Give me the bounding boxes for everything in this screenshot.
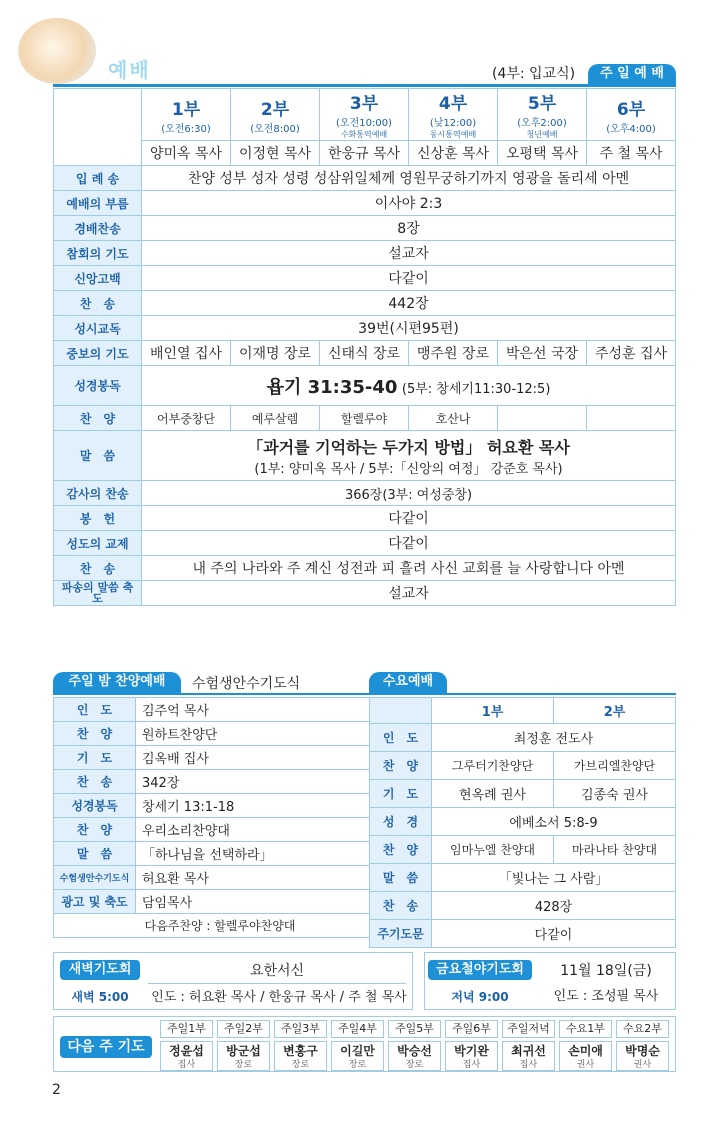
next-week-choir: 다음주찬양 : 할렐루야찬양대 xyxy=(54,914,387,938)
prayer-slot: 수요2부 박명순 권사 xyxy=(616,1020,669,1071)
scripture-reading xyxy=(142,366,676,406)
divider xyxy=(53,693,387,695)
row-label: 파송의 말씀 축 도 xyxy=(54,581,142,606)
row-label: 광고 및 축도 xyxy=(54,890,136,914)
pastor: 주 철 목사 xyxy=(587,141,676,166)
row-label: 신앙고백 xyxy=(54,266,142,291)
row-label: 수험생안수기도식 xyxy=(54,866,136,890)
intercessor: 맹주원 장로 xyxy=(409,341,498,366)
intercessor: 박은선 국장 xyxy=(498,341,587,366)
choir xyxy=(498,406,587,431)
row-value: 설교자 xyxy=(142,241,676,266)
friday-time: 저녁 9:00 xyxy=(451,990,509,1004)
page-number: 2 xyxy=(52,1082,61,1098)
row-value: 내 주의 나라와 주 계신 성전과 피 흘려 사신 교회를 늘 사랑합니다 아멘 xyxy=(142,556,676,581)
next-week-prayer-tab: 다음 주 기도 xyxy=(60,1036,152,1058)
header-subtitle: (4부: 입교식) xyxy=(492,66,576,82)
service-1: 1부 (오전6:30) xyxy=(142,89,231,141)
dawn-book: 요한서신 xyxy=(148,960,406,984)
prayer-slot: 주일2부 방군섭 장로 xyxy=(217,1020,270,1071)
row-label: 기 도 xyxy=(370,780,432,808)
divider xyxy=(369,693,676,695)
intercessor: 배인열 집사 xyxy=(142,341,231,366)
row-value: 342장 xyxy=(136,770,387,794)
friday-leader: 인도 : 조성필 목사 xyxy=(553,989,659,1004)
row-value: 428장 xyxy=(432,892,676,920)
row-label: 찬 양 xyxy=(370,836,432,864)
row-label: 성경봉독 xyxy=(54,366,142,406)
next-week-prayer-list xyxy=(160,1020,669,1071)
row-label: 찬 송 xyxy=(54,770,136,794)
row-value: 다같이 xyxy=(142,531,676,556)
row-label: 말 씀 xyxy=(54,842,136,866)
service-6: 6부 (오후4:00) xyxy=(587,89,676,141)
page-header xyxy=(0,0,715,86)
dawn-prayer-tab: 새벽기도회 xyxy=(60,960,140,980)
pastor: 신상훈 목사 xyxy=(409,141,498,166)
row-label: 찬 양 xyxy=(54,722,136,746)
prayer-slot: 주일6부 박기완 집사 xyxy=(445,1020,498,1071)
pastor: 오평택 목사 xyxy=(498,141,587,166)
scripture-sub: (5부: 창세기11:30-12:5) xyxy=(401,381,551,397)
tab-wednesday-service: 수요예배 xyxy=(369,672,447,693)
row-label: 기 도 xyxy=(54,746,136,770)
row-value: 「빛나는 그 사람」 xyxy=(432,864,676,892)
row-value: 366장(3부: 여성중창) xyxy=(142,481,676,506)
prayer-slot: 수요1부 손미애 권사 xyxy=(559,1020,612,1071)
row-value: 김옥배 집사 xyxy=(136,746,387,770)
row-value: 8장 xyxy=(142,216,676,241)
row-label: 참회의 기도 xyxy=(54,241,142,266)
tab-evening-service: 주일 밤 찬양예배 xyxy=(53,672,181,693)
intercessor: 이재명 장로 xyxy=(231,341,320,366)
prayer-slot: 주일저녁 최귀선 집사 xyxy=(502,1020,555,1071)
pastor: 한웅규 목사 xyxy=(320,141,409,166)
choir: 할렐루야 xyxy=(320,406,409,431)
row-value: 최정훈 전도사 xyxy=(432,724,676,752)
row-label: 찬 양 xyxy=(54,818,136,842)
blank-corner xyxy=(370,698,432,724)
row-label: 인 도 xyxy=(370,724,432,752)
row-value: 허요환 목사 xyxy=(136,866,387,890)
row-value: 김종숙 권사 xyxy=(554,780,676,808)
wednesday-service-table xyxy=(369,697,676,948)
row-value: 김주억 목사 xyxy=(136,698,387,722)
row-label: 성경봉독 xyxy=(54,794,136,818)
row-value: 442장 xyxy=(142,291,676,316)
praying-hands-icon xyxy=(18,18,96,84)
friday-prayer-tab: 금요철야기도회 xyxy=(428,960,532,980)
prayer-slot: 주일3부 변홍구 장로 xyxy=(274,1020,327,1071)
evening-heading: 수험생안수기도식 xyxy=(192,676,301,692)
row-value: 가브리엘찬양단 xyxy=(554,752,676,780)
row-label: 주기도문 xyxy=(370,920,432,948)
pastor: 양미옥 목사 xyxy=(142,141,231,166)
intercessor: 신태식 장로 xyxy=(320,341,409,366)
choir xyxy=(587,406,676,431)
pastor: 이정현 목사 xyxy=(231,141,320,166)
row-label: 중보의 기도 xyxy=(54,341,142,366)
prayer-slot: 주일4부 이길만 장로 xyxy=(331,1020,384,1071)
dawn-time: 새벽 5:00 xyxy=(71,990,129,1004)
divider xyxy=(53,84,676,87)
row-value: 다같이 xyxy=(432,920,676,948)
evening-service-table xyxy=(53,697,387,938)
row-label: 말 씀 xyxy=(370,864,432,892)
sermon-title: 「과거를 기억하는 두가지 방법」 허요환 목사 xyxy=(247,437,570,457)
dawn-leaders: 인도 : 허요환 목사 / 한웅규 목사 / 주 철 목사 xyxy=(151,990,407,1005)
friday-date: 11월 18일(금) xyxy=(560,963,652,979)
row-label: 경배찬송 xyxy=(54,216,142,241)
row-value: 에베소서 5:8-9 xyxy=(432,808,676,836)
choir: 예루살렘 xyxy=(231,406,320,431)
tab-sunday-service: 주 일 예 배 xyxy=(588,64,676,85)
row-label: 감사의 찬송 xyxy=(54,481,142,506)
choir: 호산나 xyxy=(409,406,498,431)
prayer-slot: 주일5부 박승선 장로 xyxy=(388,1020,441,1071)
col-header: 2부 xyxy=(554,698,676,724)
row-value: 마라나타 찬양대 xyxy=(554,836,676,864)
row-label: 찬 양 xyxy=(54,406,142,431)
row-value: 현옥례 권사 xyxy=(432,780,554,808)
intercessor: 주성훈 집사 xyxy=(587,341,676,366)
prayer-slot: 주일1부 정윤섭 집사 xyxy=(160,1020,213,1071)
service-3: 3부 (오전10:00) 수화통역예배 xyxy=(320,89,409,141)
row-value: 다같이 xyxy=(142,266,676,291)
service-2: 2부 (오전8:00) xyxy=(231,89,320,141)
row-value: 39번(시편95편) xyxy=(142,316,676,341)
choir: 어부중창단 xyxy=(142,406,231,431)
row-value: 원하트찬양단 xyxy=(136,722,387,746)
row-label: 찬 송 xyxy=(54,291,142,316)
row-label: 인 도 xyxy=(54,698,136,722)
row-label: 찬 송 xyxy=(54,556,142,581)
service-4: 4부 (낮12:00) 동시통역예배 xyxy=(409,89,498,141)
row-label: 성도의 교제 xyxy=(54,531,142,556)
scripture-main: 욥기 31:35-40 xyxy=(266,376,398,398)
blank-corner xyxy=(54,89,142,166)
row-value: 설교자 xyxy=(142,581,676,606)
row-label: 찬 송 xyxy=(370,892,432,920)
row-value: 담임목사 xyxy=(136,890,387,914)
row-value: 그루터기찬양단 xyxy=(432,752,554,780)
row-label: 말 씀 xyxy=(54,431,142,481)
row-value: 임마누엘 찬양대 xyxy=(432,836,554,864)
service-5: 5부 (오후2:00) 청년예배 xyxy=(498,89,587,141)
row-value: 찬양 성부 성자 성령 성삼위일체께 영원무궁하기까지 영광을 돌리세 아멘 xyxy=(142,166,676,191)
row-label: 봉 헌 xyxy=(54,506,142,531)
sermon-note: (1부: 양미옥 목사 / 5부:「신앙의 여정」 강준호 목사) xyxy=(254,461,563,477)
row-value: 「하나님을 선택하라」 xyxy=(136,842,387,866)
row-label: 성 경 xyxy=(370,808,432,836)
row-label: 예배의 부름 xyxy=(54,191,142,216)
page-title: 예배 xyxy=(108,58,151,82)
row-label: 성시교독 xyxy=(54,316,142,341)
sermon xyxy=(142,431,676,481)
row-value: 창세기 13:1-18 xyxy=(136,794,387,818)
row-label: 찬 양 xyxy=(370,752,432,780)
row-value: 우리소리찬양대 xyxy=(136,818,387,842)
row-value: 이사야 2:3 xyxy=(142,191,676,216)
col-header: 1부 xyxy=(432,698,554,724)
row-label: 입 례 송 xyxy=(54,166,142,191)
sunday-service-table xyxy=(53,88,676,606)
row-value: 다같이 xyxy=(142,506,676,531)
